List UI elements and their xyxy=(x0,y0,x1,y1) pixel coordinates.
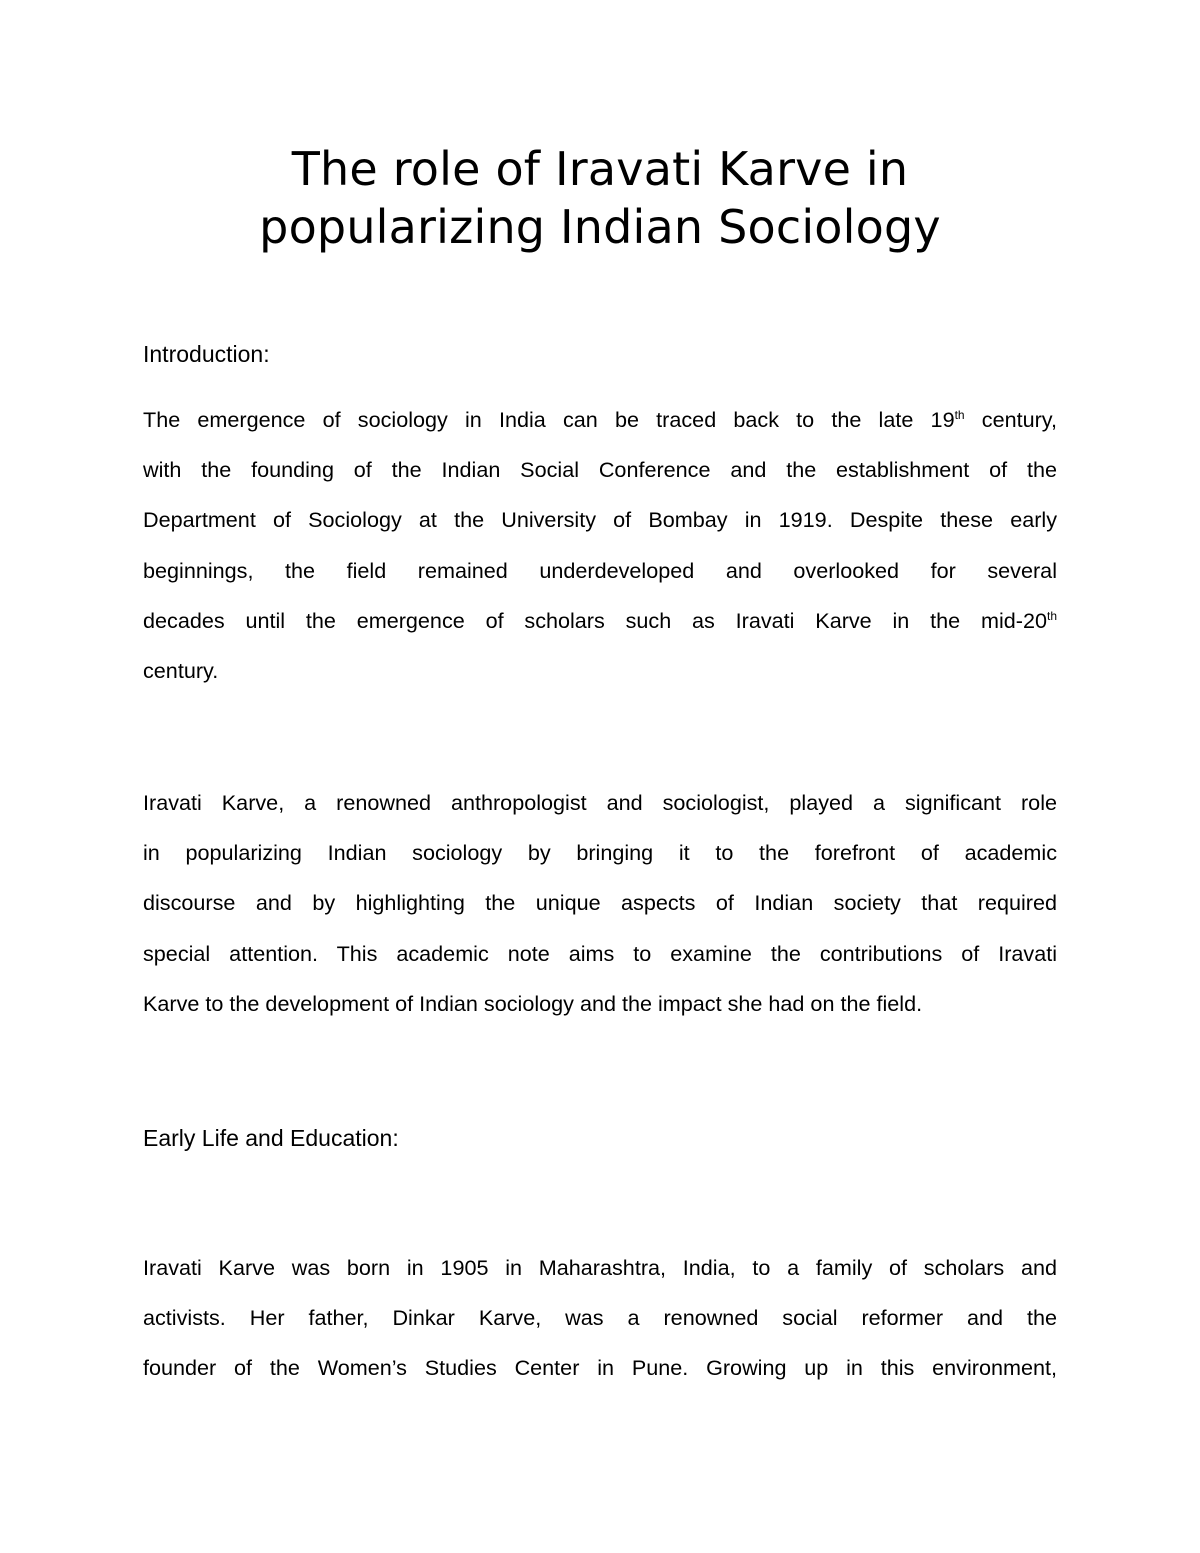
title-line-2: popularizing Indian Sociology xyxy=(259,200,941,254)
paragraph-line: century. xyxy=(143,658,219,684)
paragraph-line: with the founding of the Indian Social Conference and the establishment of the xyxy=(143,457,1057,483)
paragraph-line: in popularizing Indian sociology by bringing it to the forefront of academic xyxy=(143,840,1057,866)
paragraph-line: activists. Her father, Dinkar Karve, was a renowned social reformer and the xyxy=(143,1305,1057,1331)
paragraph-line: special attention. This academic note aims to examine the contributions of Iravati xyxy=(143,940,1057,966)
early-life-paragraph xyxy=(143,1243,1057,1394)
introduction-paragraph xyxy=(143,395,1057,696)
paragraph-line: Iravati Karve was born in 1905 in Maharashtra, India, to a family of scholars and xyxy=(143,1255,1057,1280)
paragraph-line: Department of Sociology at the University of Bombay in 1919. Despite these early xyxy=(143,507,1057,533)
paragraph-line: decades until the emergence of scholars such as Iravati Karve in the mid-20th xyxy=(143,607,1057,633)
title-line-1: The role of Iravati Karve in xyxy=(291,142,909,196)
paragraph-line: discourse and by highlighting the unique aspects of Indian society that required xyxy=(143,890,1057,916)
paragraph-line: Karve to the development of Indian sociology and the impact she had on the field. xyxy=(143,990,923,1016)
document-title xyxy=(100,140,1100,256)
paragraph-line: founder of the Women’s Studies Center in Pune. Growing up in this environment, xyxy=(143,1355,1057,1381)
paragraph-line: The emergence of sociology in India can be traced back to the late 19th century, xyxy=(143,407,1057,432)
superscript-th: th xyxy=(954,407,965,422)
role-paragraph xyxy=(143,778,1057,1029)
introduction-heading: Introduction: xyxy=(143,341,270,367)
superscript-th: th xyxy=(1046,608,1057,623)
paragraph-line: beginnings, the field remained underdeveloped and overlooked for several xyxy=(143,557,1057,583)
paragraph-line: Iravati Karve, a renowned anthropologist and sociologist, played a significant role xyxy=(143,790,1057,815)
early-life-heading: Early Life and Education: xyxy=(143,1125,399,1151)
